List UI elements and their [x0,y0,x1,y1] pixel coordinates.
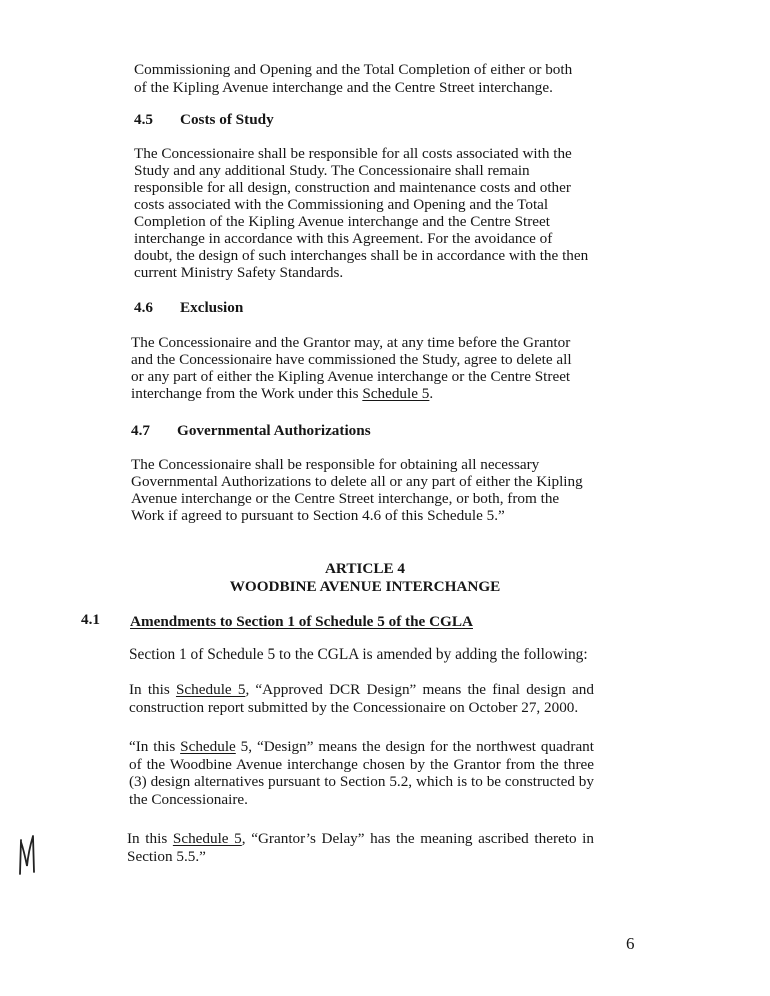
schedule-reference: Schedule 5 [172,830,242,847]
definition-grantors-delay: In this Schedule 5, “Grantor’s Delay” has the meaning ascribed thereto in Section 5.5.” [127,830,594,865]
handwritten-initials [16,826,56,876]
body-line: costs associated with the Commissioning and Opening and the Total [134,196,549,213]
body-line: Completion of the Kipling Avenue interchange and the Centre Street [134,213,550,230]
body-line: interchange in accordance with this Agreement. For the avoidance of [134,230,553,247]
definition-approved-dcr-design: In this Schedule 5, “Approved DCR Design” means the final design and construction report submitted by the Concessionaire on October 27, 2000. [129,681,594,716]
body-line: doubt, the design of such interchanges shall be in accordance with the then [134,247,589,264]
body-line: responsible for all design, construction and maintenance costs and other [134,179,571,196]
body-line: Study and any additional Study. The Concessionaire shall remain [134,162,530,179]
body-line: and the Concessionaire have commissioned the Study, agree to delete all [131,351,572,368]
section-number: 4.6 [134,299,153,316]
section-4-1-title: Amendments to Section 1 of Schedule 5 of the CGLA [130,613,473,630]
section-4-1-number: 4.1 [81,611,100,628]
schedule-reference: Schedule [180,738,236,755]
page-number: 6 [626,934,635,953]
section-title: Governmental Authorizations [177,422,371,439]
body-line: interchange from the Work under this Schedule 5. [131,385,434,402]
continuation-line-1: Commissioning and Opening and the Total Completion of either or both [134,61,573,78]
section-4-1-intro: Section 1 of Schedule 5 to the CGLA is amended by adding the following: [129,646,588,663]
schedule-reference: Schedule 5 [362,385,430,402]
section-title: Exclusion [180,299,244,316]
body-line: current Ministry Safety Standards. [134,264,344,281]
article-label: ARTICLE 4 [324,560,406,577]
schedule-reference: Schedule 5 [175,681,246,698]
definition-design: “In this Schedule 5, “Design” means the design for the northwest quadrant of the Woodbine Avenue interchange chosen by the Grantor from the three (3) design alternatives pursuant to Section 5.2, which is to be constructed by the Concessionaire. [129,738,594,808]
section-number: 4.7 [131,422,150,439]
body-line: or any part of either the Kipling Avenue interchange or the Centre Street [131,368,571,385]
continuation-line-2: of the Kipling Avenue interchange and the Centre Street interchange. [134,79,553,96]
section-title: Costs of Study [180,111,274,128]
body-line: The Concessionaire shall be responsible for obtaining all necessary [131,456,540,473]
article-title: WOODBINE AVENUE INTERCHANGE [229,578,501,595]
body-line: The Concessionaire shall be responsible for all costs associated with the [134,145,572,162]
body-line: Avenue interchange or the Centre Street interchange, or both, from the [131,490,560,507]
body-line: Work if agreed to pursuant to Section 4.6 of this Schedule 5.” [131,507,505,524]
section-number: 4.5 [134,111,153,128]
body-line: Governmental Authorizations to delete all or any part of either the Kipling [131,473,583,490]
body-line: The Concessionaire and the Grantor may, at any time before the Grantor [131,334,571,351]
